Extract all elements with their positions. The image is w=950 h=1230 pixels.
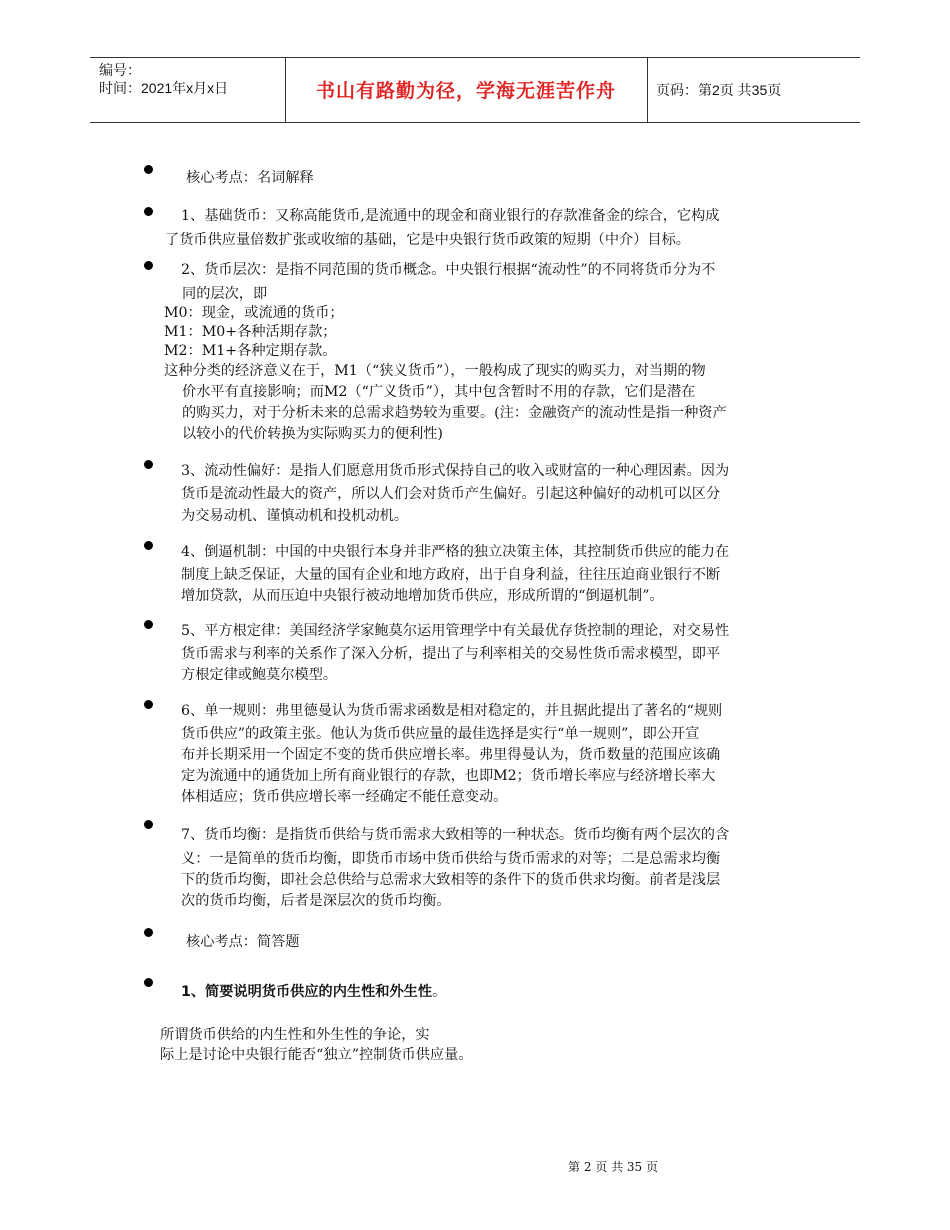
paragraph-line: 布并长期采用一个固定不变的货币供应增长率。弗里得曼认为，货币数量的范围应该确 bbox=[181, 747, 721, 763]
paragraph-line: 这种分类的经济意义在于，M1（“狭义货币”），一般构成了现实的购买力，对当期的物 bbox=[164, 363, 706, 379]
paragraph-line: 5、平方根定律：美国经济学家鲍莫尔运用管理学中有关最优存货控制的理论，对交易性 bbox=[181, 623, 730, 639]
paragraph-line: 7、货币均衡：是指货币供给与货币需求大致相等的一种状态。货币均衡有两个层次的含 bbox=[181, 827, 730, 843]
paragraph-line: 定为流通中的通货加上所有商业银行的存款，也即M2；货币增长率应与经济增长率大 bbox=[181, 768, 716, 784]
paragraph-line: 义：一是简单的货币均衡，即货币市场中货币供给与货币需求的对等；二是总需求均衡 bbox=[181, 851, 721, 867]
header-page-info: 页码：第2页 共35页 bbox=[656, 82, 782, 98]
paragraph-line: 的购买力，对于分析未来的总需求趋势较为重要。(注：金融资产的流动性是指一种资产 bbox=[182, 405, 727, 421]
paragraph-line: 价水平有直接影响；而M2（“广义货币”），其中包含暂时不用的存款，它们是潜在 bbox=[182, 384, 696, 400]
paragraph-line: 下的货币均衡，即社会总供给与总需求大致相等的条件下的货币供求均衡。前者是浅层 bbox=[181, 872, 721, 888]
paragraph-line: M2：M1+各种定期存款。 bbox=[164, 343, 337, 359]
paragraph-line: 以较小的代价转换为实际购买力的便利性) bbox=[182, 426, 443, 442]
header-divider bbox=[647, 58, 648, 122]
paragraph-line: 为交易动机、谨慎动机和投机动机。 bbox=[181, 508, 409, 524]
paragraph-line: 次的货币均衡，后者是深层次的货币均衡。 bbox=[181, 893, 451, 909]
paragraph-line: 了货币供应量倍数扩张或收缩的基础，它是中央银行货币政策的短期（中介）目标。 bbox=[165, 232, 690, 248]
bullet bbox=[144, 700, 153, 709]
header-meta bbox=[99, 61, 228, 97]
paragraph-line: 制度上缺乏保证，大量的国有企业和地方政府，出于自身利益，往往压迫商业银行不断 bbox=[181, 567, 721, 583]
paragraph-line: 货币供应”的政策主张。他认为货币供应量的最佳选择是实行“单一规则”，即公开宣 bbox=[181, 726, 700, 742]
paragraph-line: 方根定律或鲍莫尔模型。 bbox=[181, 667, 338, 683]
bullet bbox=[144, 820, 153, 829]
bullet bbox=[144, 165, 153, 174]
bullet bbox=[144, 460, 153, 469]
paragraph-line: M0：现金，或流通的货币； bbox=[164, 305, 344, 321]
paragraph-line: 同的层次，即 bbox=[182, 286, 268, 302]
paragraph-line: 2、货币层次：是指不同范围的货币概念。中央银行根据“流动性”的不同将货币分为不 bbox=[181, 262, 716, 278]
header-motto: 书山有路勤为径，学海无涯苦作舟 bbox=[315, 80, 616, 102]
paragraph-line: 货币是流动性最大的资产，所以人们会对货币产生偏好。引起这种偏好的动机可以区分 bbox=[181, 486, 721, 502]
bullet bbox=[144, 261, 153, 270]
paragraph-line: 货币需求与利率的关系作了深入分析，提出了与利率相关的交易性货币需求模型，即平 bbox=[181, 646, 721, 662]
bullet bbox=[144, 928, 153, 937]
paragraph-line: 1、基础货币：又称高能货币,是流通中的现金和商业银行的存款准备金的综合，它构成 bbox=[181, 208, 720, 224]
bullet bbox=[144, 541, 153, 550]
page-header bbox=[90, 57, 860, 123]
section-heading: 核心考点：简答题 bbox=[186, 934, 300, 950]
bullet bbox=[144, 620, 153, 629]
question-line bbox=[181, 983, 446, 1001]
paragraph-line: 4、倒逼机制：中国的中央银行本身并非严格的独立决策主体，其控制货币供应的能力在 bbox=[181, 544, 730, 560]
question-text: 1、简要说明货币供应的内生性和外生性 bbox=[181, 984, 433, 1000]
paragraph-line: 体相适应；货币供应增长率一经确定不能任意变动。 bbox=[181, 789, 508, 805]
paragraph-line: 所谓货币供给的内生性和外生性的争论，实 bbox=[160, 1027, 430, 1043]
bullet bbox=[144, 978, 153, 987]
question-punct: 。 bbox=[432, 984, 447, 1000]
bullet bbox=[144, 207, 153, 216]
code-label: 编号： bbox=[99, 62, 141, 78]
page-footer: 第 2 页 共 35 页 bbox=[568, 1160, 658, 1174]
paragraph-line: 增加贷款，从而压迫中央银行被动地增加货币供应，形成所谓的“倒逼机制”。 bbox=[181, 588, 664, 604]
paragraph-line: M1：M0+各种活期存款； bbox=[164, 324, 337, 340]
time-text: 时间：2021年x月x日 bbox=[99, 80, 229, 96]
section-heading: 核心考点：名词解释 bbox=[186, 170, 314, 186]
paragraph-line: 6、单一规则：弗里德曼认为货币需求函数是相对稳定的，并且据此提出了著名的“规则 bbox=[181, 703, 723, 719]
paragraph-line: 际上是讨论中央银行能否“独立”控制货币供应量。 bbox=[160, 1047, 473, 1063]
paragraph-line: 3、流动性偏好：是指人们愿意用货币形式保持自己的收入或财富的一种心理因素。因为 bbox=[181, 463, 730, 479]
